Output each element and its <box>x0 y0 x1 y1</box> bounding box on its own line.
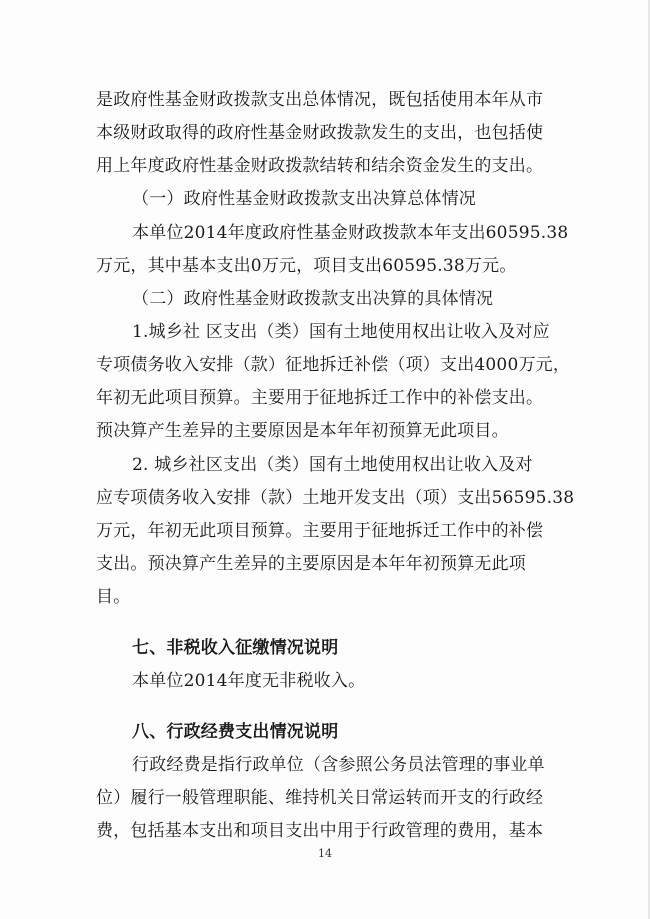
body-line: 行政经费是指行政单位（含参照公务员法管理的事业单 <box>132 755 545 775</box>
body-line: 年初无此项目预算。主要用于征地拆迁工作中的补偿支出。 <box>96 388 544 408</box>
body-line: 万元，年初无此项目预算。主要用于征地拆迁工作中的补偿 <box>96 521 544 541</box>
page-number: 14 <box>318 847 332 860</box>
section-heading: 八、行政经费支出情况说明 <box>132 722 339 742</box>
body-line: 支出。预决算产生差异的主要原因是本年年初预算无此项 <box>96 554 526 574</box>
section-heading: 七、非税收入征缴情况说明 <box>132 638 339 658</box>
body-line: 用上年度政府性基金财政拨款结转和结余资金发生的支出。 <box>96 156 544 176</box>
body-line: 本单位2014年度政府性基金财政拨款本年支出60595.38 <box>132 223 569 243</box>
body-line: 专项债务收入安排（款）征地拆迁补偿（项）支出4000万元， <box>96 355 571 375</box>
body-line: 位）履行一般管理职能、维持机关日常运转而开支的行政经 <box>96 788 544 808</box>
body-line: 目。 <box>96 587 131 607</box>
section-subheading: （二）政府性基金财政拨款支出决算的具体情况 <box>132 289 494 309</box>
body-line: 预决算产生差异的主要原因是本年年初预算无此项目。 <box>96 421 509 441</box>
body-line: 是政府性基金财政拨款支出总体情况，既包括使用本年从市 <box>96 90 544 110</box>
body-line: 费，包括基本支出和项目支出中用于行政管理的费用，基本 <box>96 821 544 841</box>
body-line: 2. 城乡社区支出（类）国有土地使用权出让收入及对 <box>132 455 533 475</box>
body-line: 万元，其中基本支出0万元，项目支出60595.38万元。 <box>96 256 517 276</box>
body-line: 本单位2014年度无非税收入。 <box>132 671 366 691</box>
body-line: 应专项债务收入安排（款）土地开发支出（项）支出56595.38 <box>96 488 575 508</box>
section-subheading: （一）政府性基金财政拨款支出决算总体情况 <box>132 189 476 209</box>
body-line: 本级财政取得的政府性基金财政拨款发生的支出，也包括使 <box>96 123 544 143</box>
body-line: 1.城乡社 区支出（类）国有土地使用权出让收入及对应 <box>132 322 550 342</box>
